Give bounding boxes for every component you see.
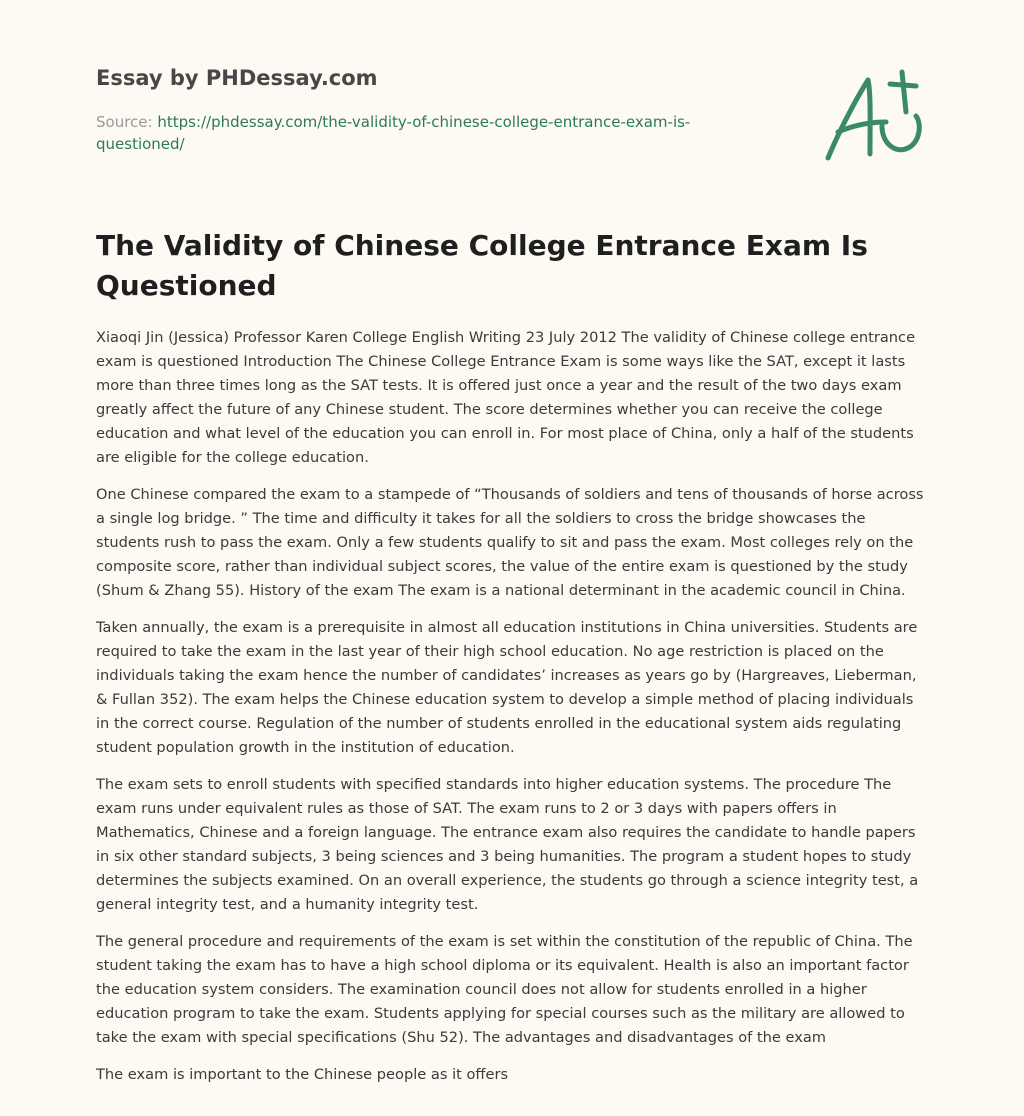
- essay-paragraph: One Chinese compared the exam to a stampede of “Thousands of soldiers and tens of thousands of horse across a single log bridge. ” The time and difficulty it takes for all the soldiers to cross the bridge showcases the students rush to pass the exam. Only a few students qualify to sit and pass the exam. Most colleges rely on the composite score, rather than individual subject scores, the value of the entire exam is questioned by the study (Shum & Zhang 55). History of the exam The exam is a national determinant in the academic council in China.: [96, 486, 924, 599]
- essay-paragraph: Taken annually, the exam is a prerequisite in almost all education institutions in China universities. Students are required to take the exam in the last year of their high school education. No age restriction is placed on the individuals taking the exam hence the number of candidates’ increases as years go by (Hargreaves, Lieberman, & Fullan 352). The exam helps the Chinese education system to develop a simple method of placing individuals in the correct course. Regulation of the number of students enrolled in the educational system aids regulating student population growth in the institution of education.: [96, 619, 918, 756]
- essay-paragraph: The general procedure and requirements of the exam is set within the constitution of the republic of China. The student taking the exam has to have a high school diploma or its equivalent. Health is also an important factor the education system considers. The examination council does not allow for students enrolled in a higher education program to take the exam. Students applying for special courses such as the military are allowed to take the exam with special specifications (Shu 52). The advantages and disadvantages of the exam: [96, 933, 913, 1046]
- site-title: Essay by PHDessay.com: [96, 66, 378, 90]
- essay-body: [96, 326, 926, 1100]
- essay-title: The Validity of Chinese College Entrance Exam Is Questioned: [96, 229, 868, 302]
- essay-paragraph: The exam sets to enroll students with specified standards into higher education systems. The procedure The exam runs under equivalent rules as those of SAT. The exam runs to 2 or 3 days with papers offers in Mathematics, Chinese and a foreign language. The entrance exam also requires the candidate to handle papers in six other standard subjects, 3 being sciences and 3 being humanities. The program a student hopes to study determines the subjects examined. On an overall experience, the students go through a science integrity test, a general integrity test, and a humanity integrity test.: [96, 776, 919, 913]
- essay-paragraph: Xiaoqi Jin (Jessica) Professor Karen College English Writing 23 July 2012 The validity of Chinese college entrance exam is questioned Introduction The Chinese College Entrance Exam is some ways like the SAT, except it lasts more than three times long as the SAT tests. It is offered just once a year and the result of the two days exam greatly affect the future of any Chinese student. The score determines whether you can receive the college education and what level of the education you can enroll in. For most place of China, only a half of the students are eligible for the college education.: [96, 329, 916, 466]
- source-line: [96, 111, 736, 155]
- a-plus-grade-icon: [818, 64, 936, 168]
- source-link[interactable]: https://phdessay.com/the-validity-of-chinese-college-entrance-exam-is-questioned/: [96, 113, 691, 153]
- source-label: Source:: [96, 113, 158, 131]
- essay-paragraph: The exam is important to the Chinese people as it offers: [96, 1066, 509, 1083]
